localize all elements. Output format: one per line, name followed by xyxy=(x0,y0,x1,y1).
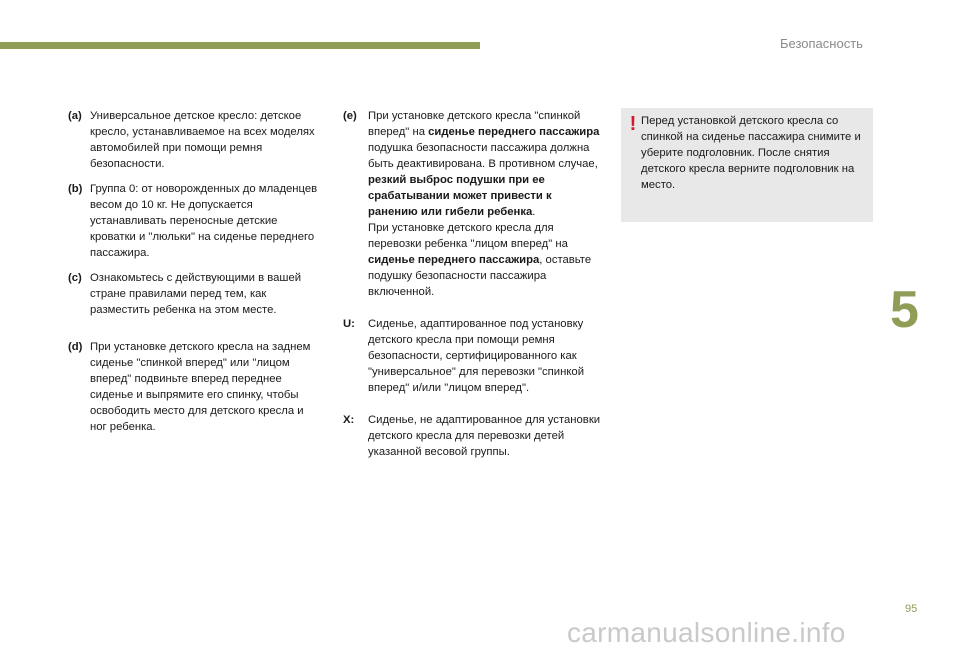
note-key: (d) xyxy=(68,341,83,353)
note-text: При установке детского кресла "спинкой вперед" на сиденье переднего пассажира подушка безопасности пассажира должна быть деактивирована. В противном случае, резкий выброс подушки при ее срабатывании может привести к ранению или гибели ребенка. При установке детского кресла для перевозки ребенка "лицом вперед" на сиденье переднего пассажира, оставьте подушку безопасности пассажира включенной. xyxy=(368,110,600,298)
legend-text: Сиденье, адаптированное под установку детского кресла при помощи ремня безопасности, сертифицированного как "универсальное" для перевозки "спинкой вперед" и/или "лицом вперед". xyxy=(368,318,585,394)
note-key: (e) xyxy=(343,110,357,122)
note-item-a xyxy=(68,108,320,172)
note-item-b xyxy=(68,181,320,261)
note-text: Ознакомьтесь с действующими в вашей стране правилами перед тем, как разместить ребенка на этом месте. xyxy=(90,272,302,316)
warning-box xyxy=(621,108,873,222)
emphasis-text: резкий выброс подушки при ее срабатывании может привести к ранению или гибели ребенка xyxy=(368,174,552,218)
note-text: При установке детского кресла на заднем сиденье "спинкой вперед" или "лицом вперед" подвиньте вперед переднее сиденье и выпрямите его спинку, чтобы освободить место для детского кресла и ног ребенка. xyxy=(90,341,311,433)
legend-key: U: xyxy=(343,318,355,330)
middle-column xyxy=(343,108,603,460)
legend-key: X: xyxy=(343,414,355,426)
emphasis-text: сиденье переднего пассажира xyxy=(428,126,600,138)
legend-item-x xyxy=(343,412,603,460)
note-item-e xyxy=(343,108,603,300)
page-number: 95 xyxy=(905,603,918,615)
note-key: (a) xyxy=(68,110,82,122)
header-accent-bar xyxy=(0,42,480,49)
note-text: Универсальное детское кресло: детское кресло, устанавливаемое на всех моделях автомобилей при помощи ремня безопасности. xyxy=(90,110,315,170)
legend-text: Сиденье, не адаптированное для установки детского кресла для перевозки детей указанной весовой группы. xyxy=(368,414,601,458)
note-key: (c) xyxy=(68,272,82,284)
note-key: (b) xyxy=(68,183,83,195)
note-text: Группа 0: от новорожденных до младенцев весом до 10 кг. Не допускается устанавливать переносные детские кроватки и "люльки" на сиденье переднего пассажира. xyxy=(90,183,318,259)
legend-item-u xyxy=(343,316,603,396)
emphasis-text: сиденье переднего пассажира xyxy=(368,254,540,266)
warning-text: Перед установкой детского кресла со спинкой на сиденье пассажира снимите и уберите подголовник. После снятия детского кресла верните подголовник на место. xyxy=(641,115,861,191)
section-title: Безопасность xyxy=(780,36,863,51)
watermark: carmanualsonline.info xyxy=(567,617,846,648)
note-item-c xyxy=(68,270,320,318)
left-column xyxy=(68,108,320,435)
note-item-d xyxy=(68,339,320,435)
warning-exclamation-icon: ! xyxy=(629,113,637,135)
chapter-number: 5 xyxy=(890,281,919,339)
